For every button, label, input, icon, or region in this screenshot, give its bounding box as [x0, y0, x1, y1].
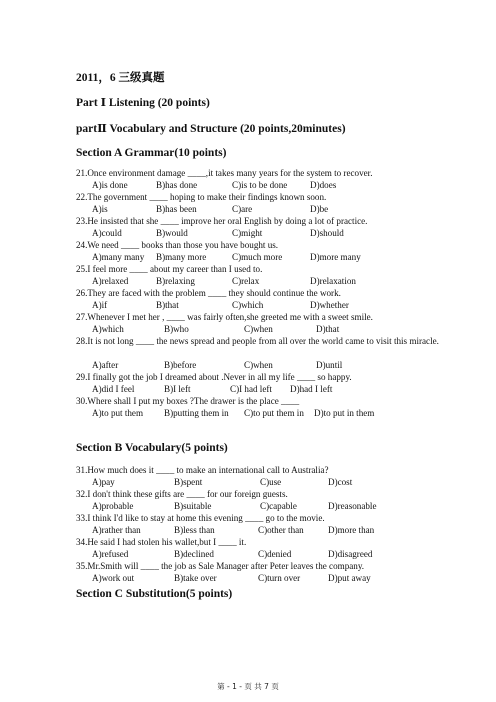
option-a: A)pay — [92, 477, 115, 487]
option-c: C)when — [244, 324, 273, 334]
question-32: 32.I don't think these gifts are ____ for our foreign guests. — [76, 489, 288, 499]
question-34: 34.He said I had stolen his wallet,but I ____ it. — [76, 537, 247, 547]
question-31: 31.How much does it ____ to make an international call to Australia? — [76, 465, 329, 475]
question-30: 30.Where shall I put my boxes ?The drawer is the place ____ — [76, 396, 300, 406]
option-b: B)relaxing — [156, 276, 195, 286]
option-a: A)probable — [92, 501, 134, 511]
option-d: D)disagreed — [328, 549, 373, 559]
option-a: A)is — [92, 204, 108, 214]
option-b: B)many more — [156, 252, 207, 262]
question-24: 24.We need ____ books than those you have bought us. — [76, 240, 279, 250]
option-d: D)to put in them — [314, 408, 375, 418]
page-title: 2011，6 三级真题 — [76, 72, 165, 84]
option-a: A)is done — [92, 180, 128, 190]
option-d: D)put away — [328, 573, 371, 583]
question-27: 27.Whenever I met her , ____ was fairly often,she greeted me with a sweet smile. — [76, 312, 373, 322]
option-c: C)is to be done — [232, 180, 288, 190]
question-29: 29.I finally got the job I dreamed about .Never in all my life ____ so happy. — [76, 372, 352, 382]
option-b: B)that — [156, 300, 179, 310]
page-footer: 第 - 1 - 页 共 7 页 — [217, 682, 279, 691]
part-1-heading: Part Ⅰ Listening (20 points) — [76, 97, 210, 109]
option-d: D)does — [310, 180, 337, 190]
question-33: 33.I think I'd like to stay at home this evening ____ go to the movie. — [76, 513, 325, 523]
option-a: A)after — [92, 360, 119, 370]
option-b: B)would — [156, 228, 188, 238]
option-a: A)did I feel — [92, 384, 135, 394]
option-a: A)refused — [92, 549, 129, 559]
option-a: A)relaxed — [92, 276, 129, 286]
option-b: B)before — [164, 360, 197, 370]
option-b: B)declined — [174, 549, 214, 559]
question-26: 26.They are faced with the problem ____ they should continue the work. — [76, 288, 341, 298]
option-b: B)less than — [174, 525, 215, 535]
option-c: C)use — [260, 477, 282, 487]
question-28: 28.It is not long ____ the news spread and people from all over the world came to visit this miracle. — [76, 336, 439, 346]
option-b: B)has done — [156, 180, 198, 190]
option-d: D)be — [310, 204, 329, 214]
option-d: D)more many — [310, 252, 361, 262]
option-a: A)many many — [92, 252, 145, 262]
option-d: D)cost — [328, 477, 353, 487]
section-b-heading: Section B Vocabulary(5 points) — [76, 442, 228, 454]
option-a: A)which — [92, 324, 124, 334]
question-25: 25.I feel more ____ about my career than I used to. — [76, 264, 263, 274]
option-c: C)turn over — [258, 573, 301, 583]
option-d: D)whether — [310, 300, 349, 310]
option-d: D)until — [316, 360, 343, 370]
option-c: C)when — [244, 360, 273, 370]
option-a: A)rather than — [92, 525, 141, 535]
option-c: C)which — [232, 300, 264, 310]
part-2-heading: partⅡ Vocabulary and Structure (20 points,20minutes) — [76, 123, 346, 135]
option-c: C)denied — [258, 549, 292, 559]
option-d: D)relaxation — [310, 276, 356, 286]
option-c: C)I had left — [230, 384, 272, 394]
option-a: A)if — [92, 300, 108, 310]
question-21: 21.Once environment damage ____,it takes many years for the system to recover. — [76, 168, 373, 178]
option-d: D)should — [310, 228, 344, 238]
option-c: C)are — [232, 204, 253, 214]
option-b: B)putting them in — [164, 408, 229, 418]
option-c: C)other than — [258, 525, 304, 535]
question-23: 23.He insisted that she ____ improve her oral English by doing a lot of practice. — [76, 216, 368, 226]
option-c: C)to put them in — [244, 408, 304, 418]
option-a: A)work out — [92, 573, 135, 583]
option-d: D)more than — [328, 525, 375, 535]
question-22: 22.The government ____ hoping to make their findings known soon. — [76, 192, 327, 202]
option-d: D)that — [316, 324, 340, 334]
option-a: A)to put them — [92, 408, 144, 418]
option-b: B)has been — [156, 204, 197, 214]
option-d: D)reasonable — [328, 501, 377, 511]
option-c: C)relax — [232, 276, 260, 286]
option-b: B)take over — [174, 573, 217, 583]
option-c: C)might — [232, 228, 263, 238]
option-c: C)capable — [260, 501, 297, 511]
question-35: 35.Mr.Smith will ____ the job as Sale Manager after Peter leaves the company. — [76, 561, 365, 571]
option-a: A)could — [92, 228, 122, 238]
section-c-heading: Section C Substitution(5 points) — [76, 588, 233, 600]
option-b: B)who — [164, 324, 189, 334]
section-a-heading: Section A Grammar(10 points) — [76, 147, 227, 159]
option-b: B)I left — [164, 384, 191, 394]
option-b: B)spent — [174, 477, 203, 487]
option-c: C)much more — [232, 252, 283, 262]
option-b: B)suitable — [174, 501, 212, 511]
option-d: D)had I left — [290, 384, 333, 394]
